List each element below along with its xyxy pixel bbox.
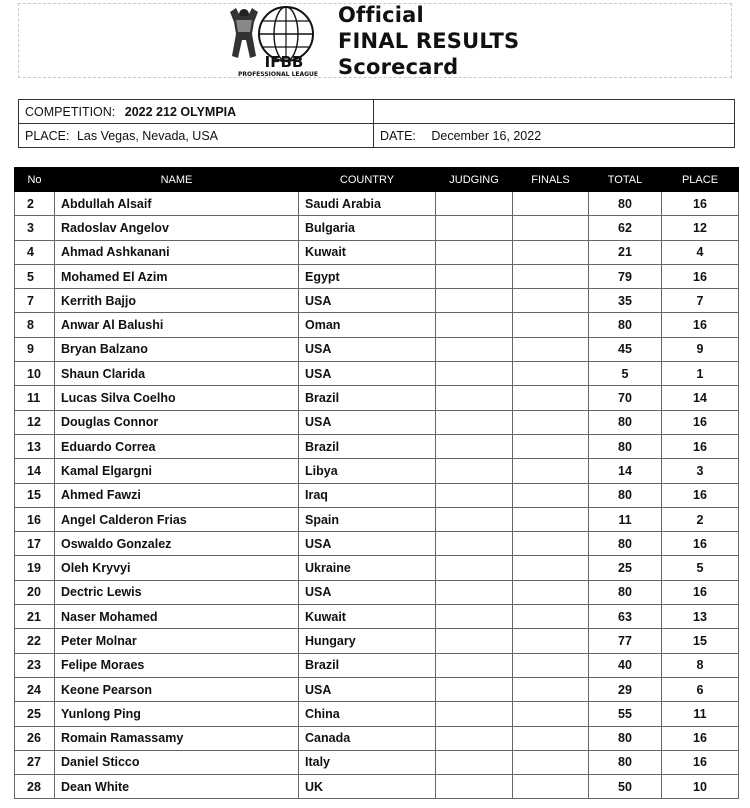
judging-cell	[436, 264, 513, 288]
total-cell: 80	[589, 532, 662, 556]
table-row	[15, 726, 739, 750]
place-cell: 8	[662, 653, 739, 677]
col-header-place: PLACE	[662, 168, 739, 192]
table-row	[15, 580, 739, 604]
date-cell	[374, 124, 735, 148]
table-row	[15, 507, 739, 531]
place-cell: 10	[662, 775, 739, 799]
empty-info-cell	[374, 100, 735, 124]
col-header-judging: JUDGING	[436, 168, 513, 192]
finals-cell	[513, 362, 589, 386]
finals-cell	[513, 726, 589, 750]
total-cell: 29	[589, 677, 662, 701]
place-cell: 16	[662, 434, 739, 458]
no-cell: 26	[15, 726, 55, 750]
total-cell: 80	[589, 726, 662, 750]
name-cell: Eduardo Correa	[55, 434, 299, 458]
name-cell: Douglas Connor	[55, 410, 299, 434]
name-cell: Keone Pearson	[55, 677, 299, 701]
svg-text:PROFESSIONAL LEAGUE: PROFESSIONAL LEAGUE	[237, 71, 319, 78]
col-header-no: No	[15, 168, 55, 192]
place-cell: 16	[662, 313, 739, 337]
judging-cell	[436, 556, 513, 580]
place-cell: 14	[662, 386, 739, 410]
total-cell: 77	[589, 629, 662, 653]
name-cell: Peter Molnar	[55, 629, 299, 653]
no-cell: 23	[15, 653, 55, 677]
country-cell: Kuwait	[299, 605, 436, 629]
place-label: PLACE:	[25, 128, 70, 143]
country-cell: Canada	[299, 726, 436, 750]
place-cell	[19, 124, 374, 148]
place-cell: 5	[662, 556, 739, 580]
judging-cell	[436, 386, 513, 410]
no-cell: 8	[15, 313, 55, 337]
finals-cell	[513, 434, 589, 458]
table-row	[15, 289, 739, 313]
total-cell: 80	[589, 434, 662, 458]
results-body	[15, 192, 739, 799]
table-row	[15, 653, 739, 677]
country-cell: USA	[299, 337, 436, 361]
total-cell: 70	[589, 386, 662, 410]
table-row	[15, 410, 739, 434]
title-final-results: FINAL RESULTS	[338, 29, 520, 53]
place-cell: 16	[662, 192, 739, 216]
table-row	[15, 264, 739, 288]
country-cell: Hungary	[299, 629, 436, 653]
finals-cell	[513, 192, 589, 216]
total-cell: 79	[589, 264, 662, 288]
place-cell: 16	[662, 726, 739, 750]
col-header-total: TOTAL	[589, 168, 662, 192]
place-cell: 4	[662, 240, 739, 264]
name-cell: Dean White	[55, 775, 299, 799]
finals-cell	[513, 653, 589, 677]
finals-cell	[513, 556, 589, 580]
no-cell: 24	[15, 677, 55, 701]
table-row	[15, 775, 739, 799]
competition-info-table	[18, 99, 735, 148]
name-cell: Romain Ramassamy	[55, 726, 299, 750]
judging-cell	[436, 653, 513, 677]
country-cell: USA	[299, 410, 436, 434]
no-cell: 4	[15, 240, 55, 264]
finals-cell	[513, 386, 589, 410]
judging-cell	[436, 313, 513, 337]
country-cell: USA	[299, 677, 436, 701]
no-cell: 13	[15, 434, 55, 458]
judging-cell	[436, 410, 513, 434]
place-cell: 16	[662, 750, 739, 774]
finals-cell	[513, 289, 589, 313]
date-label: DATE:	[380, 128, 416, 143]
table-row	[15, 216, 739, 240]
country-cell: USA	[299, 362, 436, 386]
place-cell: 6	[662, 677, 739, 701]
place-cell: 11	[662, 702, 739, 726]
table-row	[15, 483, 739, 507]
total-cell: 62	[589, 216, 662, 240]
judging-cell	[436, 605, 513, 629]
no-cell: 21	[15, 605, 55, 629]
name-cell: Shaun Clarida	[55, 362, 299, 386]
judging-cell	[436, 726, 513, 750]
country-cell: Brazil	[299, 386, 436, 410]
finals-cell	[513, 459, 589, 483]
country-cell: Brazil	[299, 434, 436, 458]
finals-cell	[513, 313, 589, 337]
country-cell: Italy	[299, 750, 436, 774]
country-cell: UK	[299, 775, 436, 799]
competition-label: COMPETITION:	[25, 104, 116, 119]
place-cell: 16	[662, 264, 739, 288]
ifbb-logo	[222, 4, 334, 78]
place-cell: 9	[662, 337, 739, 361]
results-table	[14, 167, 739, 799]
place-cell: 1	[662, 362, 739, 386]
place-value: Las Vegas, Nevada, USA	[76, 128, 219, 143]
name-cell: Mohamed El Azim	[55, 264, 299, 288]
country-cell: USA	[299, 532, 436, 556]
total-cell: 25	[589, 556, 662, 580]
total-cell: 80	[589, 750, 662, 774]
total-cell: 63	[589, 605, 662, 629]
judging-cell	[436, 702, 513, 726]
place-cell: 16	[662, 580, 739, 604]
table-row	[15, 532, 739, 556]
date-value: December 16, 2022	[431, 128, 542, 143]
total-cell: 80	[589, 410, 662, 434]
finals-cell	[513, 410, 589, 434]
judging-cell	[436, 459, 513, 483]
total-cell: 11	[589, 507, 662, 531]
judging-cell	[436, 192, 513, 216]
col-header-name: NAME	[55, 168, 299, 192]
no-cell: 3	[15, 216, 55, 240]
finals-cell	[513, 483, 589, 507]
finals-cell	[513, 240, 589, 264]
finals-cell	[513, 337, 589, 361]
finals-cell	[513, 605, 589, 629]
total-cell: 80	[589, 483, 662, 507]
place-cell: 7	[662, 289, 739, 313]
table-row	[15, 313, 739, 337]
no-cell: 10	[15, 362, 55, 386]
place-cell: 16	[662, 532, 739, 556]
table-row	[15, 629, 739, 653]
no-cell: 14	[15, 459, 55, 483]
place-cell: 16	[662, 483, 739, 507]
col-header-country: COUNTRY	[299, 168, 436, 192]
country-cell: China	[299, 702, 436, 726]
name-cell: Oleh Kryvyi	[55, 556, 299, 580]
judging-cell	[436, 507, 513, 531]
finals-cell	[513, 677, 589, 701]
name-cell: Ahmad Ashkanani	[55, 240, 299, 264]
judging-cell	[436, 775, 513, 799]
results-header-row	[15, 168, 739, 192]
country-cell: Egypt	[299, 264, 436, 288]
no-cell: 22	[15, 629, 55, 653]
place-cell: 15	[662, 629, 739, 653]
no-cell: 17	[15, 532, 55, 556]
country-cell: USA	[299, 580, 436, 604]
ifbb-logo-icon	[222, 4, 334, 78]
name-cell: Anwar Al Balushi	[55, 313, 299, 337]
name-cell: Lucas Silva Coelho	[55, 386, 299, 410]
total-cell: 40	[589, 653, 662, 677]
name-cell: Bryan Balzano	[55, 337, 299, 361]
no-cell: 5	[15, 264, 55, 288]
no-cell: 20	[15, 580, 55, 604]
total-cell: 80	[589, 192, 662, 216]
country-cell: Brazil	[299, 653, 436, 677]
title-scorecard: Scorecard	[338, 55, 459, 79]
no-cell: 15	[15, 483, 55, 507]
judging-cell	[436, 434, 513, 458]
name-cell: Angel Calderon Frias	[55, 507, 299, 531]
competition-cell	[19, 100, 374, 124]
no-cell: 12	[15, 410, 55, 434]
finals-cell	[513, 216, 589, 240]
total-cell: 50	[589, 775, 662, 799]
no-cell: 11	[15, 386, 55, 410]
table-row	[15, 337, 739, 361]
country-cell: Kuwait	[299, 240, 436, 264]
no-cell: 9	[15, 337, 55, 361]
total-cell: 80	[589, 313, 662, 337]
country-cell: Spain	[299, 507, 436, 531]
total-cell: 45	[589, 337, 662, 361]
country-cell: Iraq	[299, 483, 436, 507]
no-cell: 7	[15, 289, 55, 313]
total-cell: 80	[589, 580, 662, 604]
no-cell: 16	[15, 507, 55, 531]
table-row	[15, 386, 739, 410]
table-row	[15, 556, 739, 580]
table-row	[15, 702, 739, 726]
place-cell: 12	[662, 216, 739, 240]
finals-cell	[513, 750, 589, 774]
name-cell: Abdullah Alsaif	[55, 192, 299, 216]
finals-cell	[513, 264, 589, 288]
col-header-finals: FINALS	[513, 168, 589, 192]
country-cell: Saudi Arabia	[299, 192, 436, 216]
total-cell: 55	[589, 702, 662, 726]
country-cell: USA	[299, 289, 436, 313]
place-cell: 13	[662, 605, 739, 629]
place-cell: 3	[662, 459, 739, 483]
finals-cell	[513, 702, 589, 726]
judging-cell	[436, 483, 513, 507]
judging-cell	[436, 580, 513, 604]
name-cell: Kamal Elgargni	[55, 459, 299, 483]
judging-cell	[436, 289, 513, 313]
finals-cell	[513, 775, 589, 799]
table-row	[15, 362, 739, 386]
competition-value: 2022 212 OLYMPIA	[124, 104, 237, 119]
name-cell: Kerrith Bajjo	[55, 289, 299, 313]
title-official: Official	[338, 3, 424, 27]
judging-cell	[436, 677, 513, 701]
table-row	[15, 434, 739, 458]
no-cell: 19	[15, 556, 55, 580]
name-cell: Ahmed Fawzi	[55, 483, 299, 507]
no-cell: 2	[15, 192, 55, 216]
table-row	[15, 459, 739, 483]
name-cell: Yunlong Ping	[55, 702, 299, 726]
judging-cell	[436, 362, 513, 386]
finals-cell	[513, 532, 589, 556]
total-cell: 21	[589, 240, 662, 264]
name-cell: Radoslav Angelov	[55, 216, 299, 240]
total-cell: 35	[589, 289, 662, 313]
country-cell: Bulgaria	[299, 216, 436, 240]
finals-cell	[513, 580, 589, 604]
country-cell: Ukraine	[299, 556, 436, 580]
name-cell: Oswaldo Gonzalez	[55, 532, 299, 556]
no-cell: 25	[15, 702, 55, 726]
table-row	[15, 750, 739, 774]
svg-text:IFBB: IFBB	[264, 53, 304, 71]
finals-cell	[513, 507, 589, 531]
name-cell: Naser Mohamed	[55, 605, 299, 629]
table-row	[15, 605, 739, 629]
total-cell: 5	[589, 362, 662, 386]
judging-cell	[436, 337, 513, 361]
table-row	[15, 240, 739, 264]
judging-cell	[436, 629, 513, 653]
country-cell: Libya	[299, 459, 436, 483]
place-cell: 2	[662, 507, 739, 531]
judging-cell	[436, 532, 513, 556]
name-cell: Felipe Moraes	[55, 653, 299, 677]
name-cell: Daniel Sticco	[55, 750, 299, 774]
name-cell: Dectric Lewis	[55, 580, 299, 604]
judging-cell	[436, 750, 513, 774]
finals-cell	[513, 629, 589, 653]
judging-cell	[436, 216, 513, 240]
no-cell: 27	[15, 750, 55, 774]
no-cell: 28	[15, 775, 55, 799]
table-row	[15, 192, 739, 216]
total-cell: 14	[589, 459, 662, 483]
judging-cell	[436, 240, 513, 264]
country-cell: Oman	[299, 313, 436, 337]
place-cell: 16	[662, 410, 739, 434]
table-row	[15, 677, 739, 701]
